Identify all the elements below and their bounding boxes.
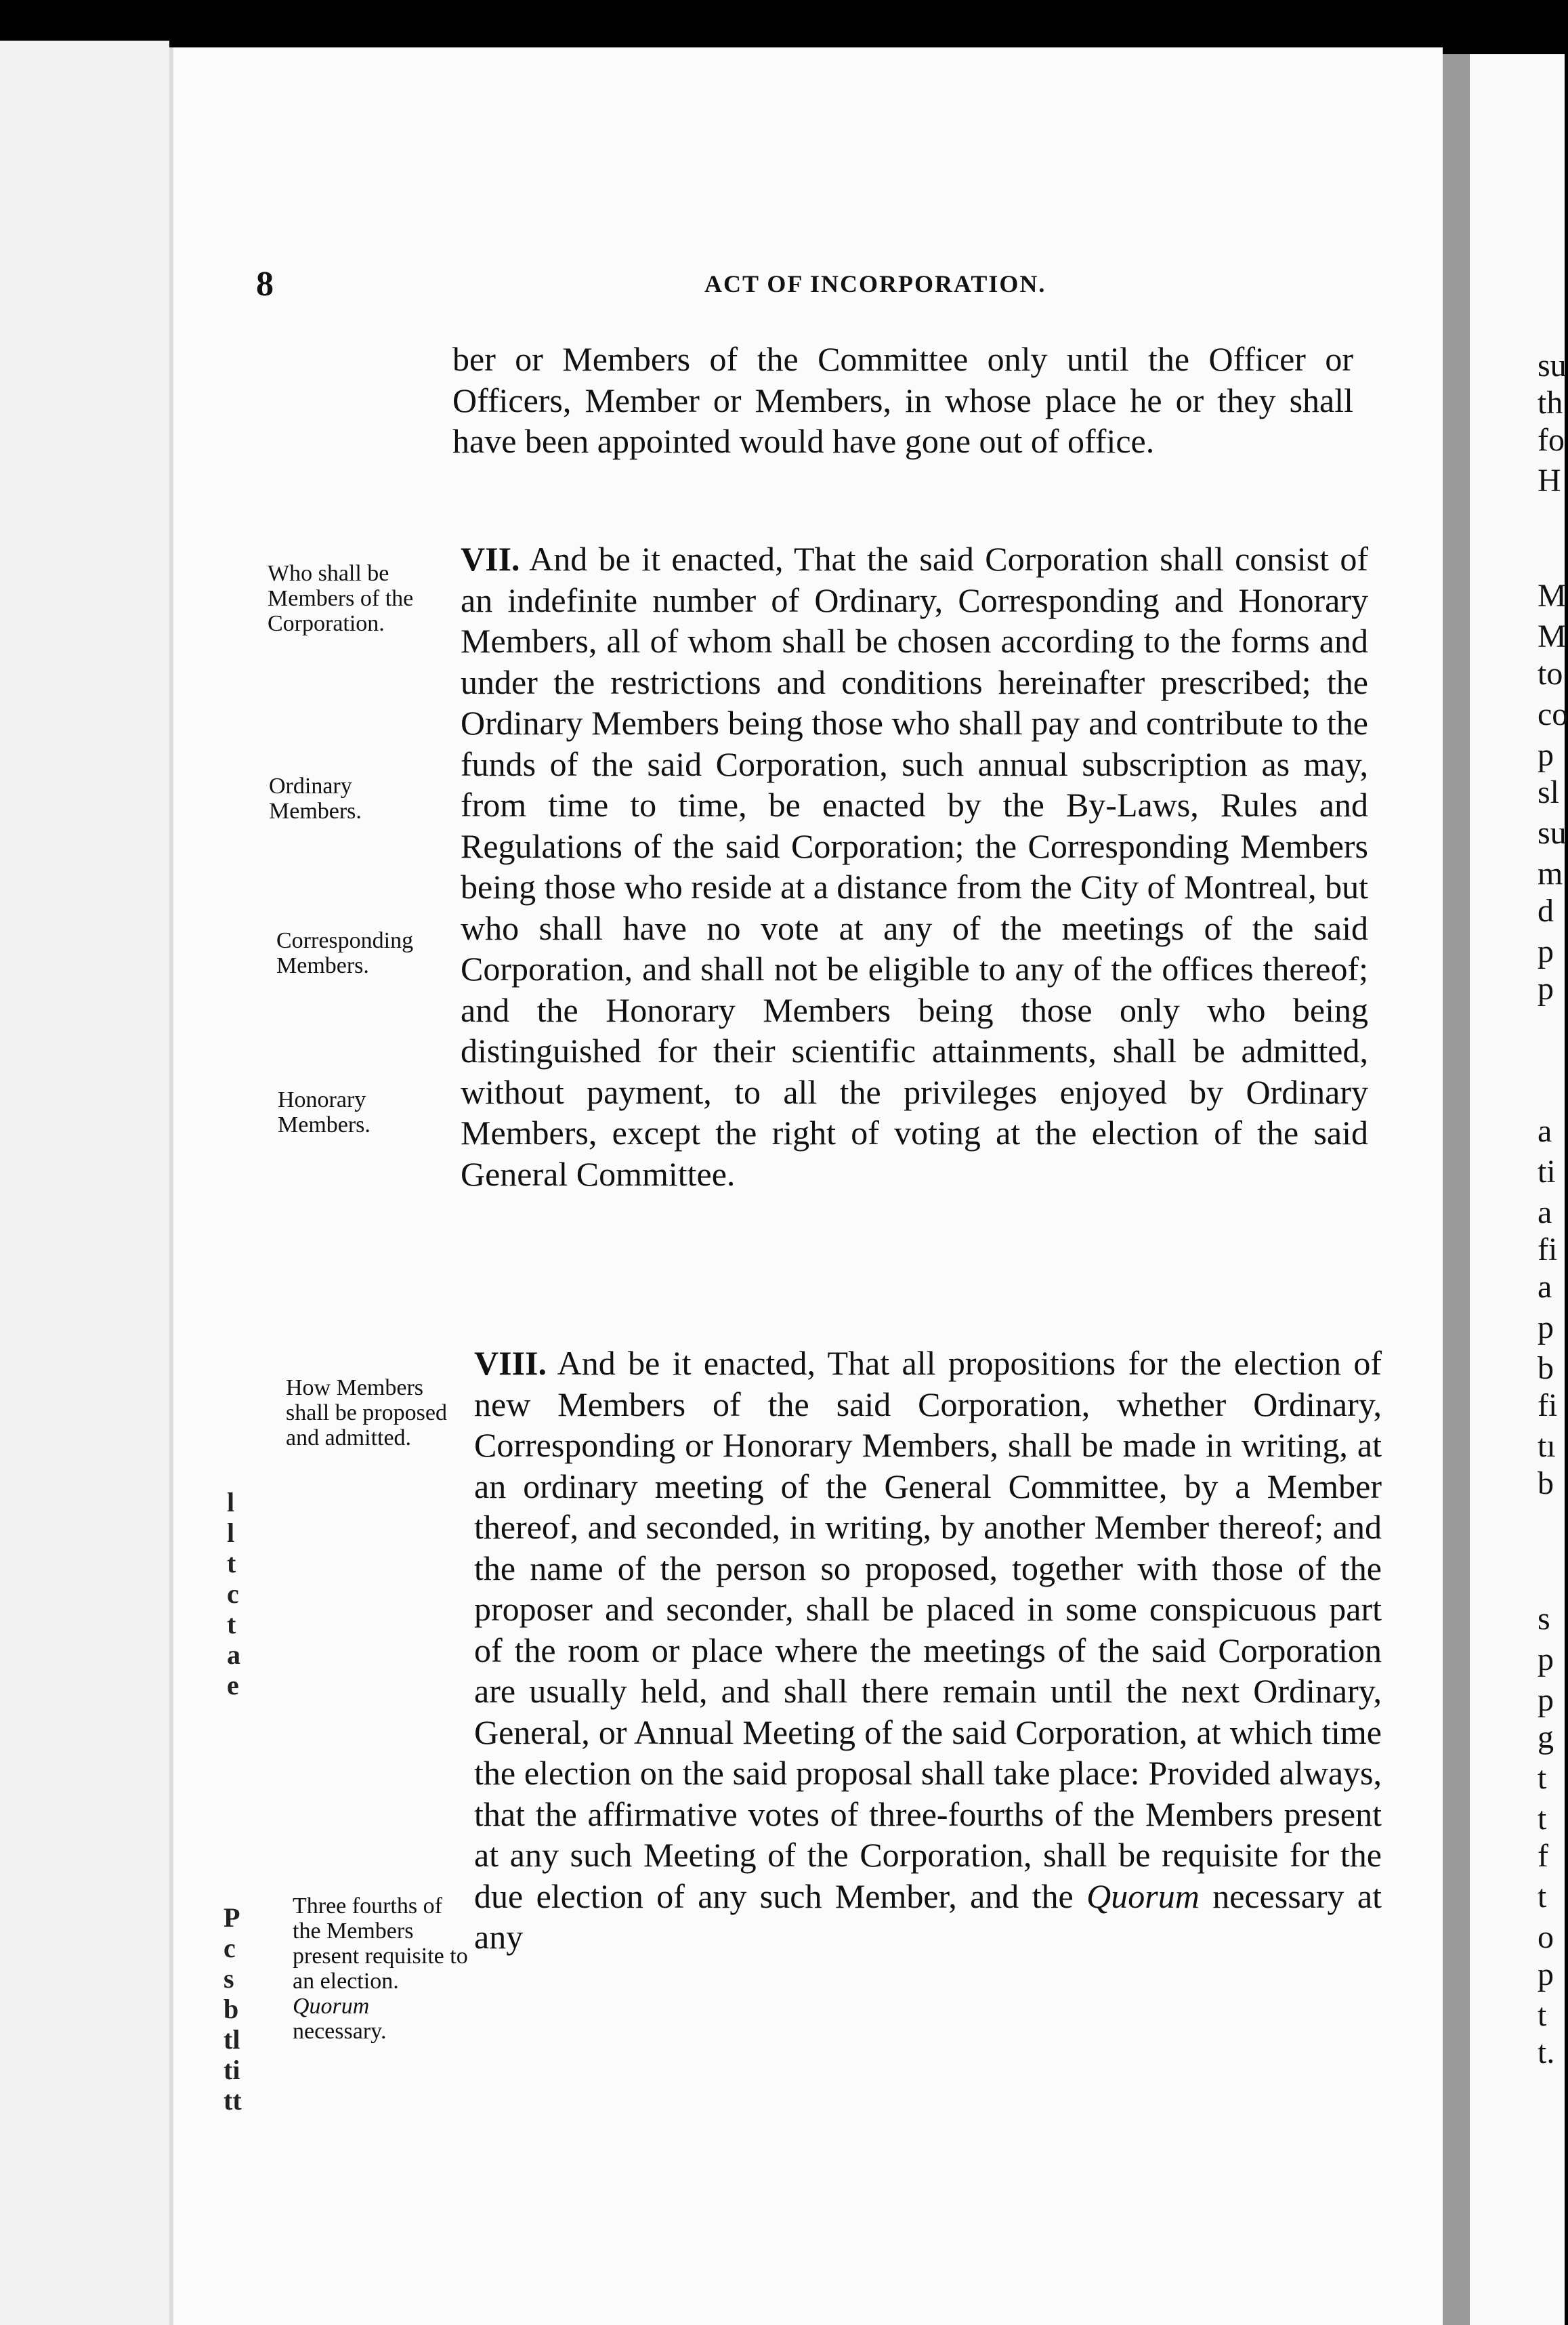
fragment: s bbox=[224, 1963, 234, 1994]
margin-note-who-members: Who shall be Members of the Corporation. bbox=[268, 561, 414, 636]
right-page-fragment: M bbox=[1538, 578, 1567, 614]
section-numeral: VII. bbox=[461, 540, 520, 578]
section-viii bbox=[474, 1343, 1382, 1958]
right-page-fragment: b bbox=[1538, 1350, 1554, 1386]
right-page-fragment: m bbox=[1538, 856, 1563, 892]
right-page-fragment: fo bbox=[1538, 422, 1565, 458]
left-page-fragments-1 bbox=[227, 1487, 254, 1700]
right-page-fragment: p bbox=[1538, 971, 1554, 1007]
margin-note-text: necessary. bbox=[293, 2019, 387, 2044]
right-page-fragment: g bbox=[1538, 1719, 1554, 1755]
left-page-fragments-2 bbox=[224, 1902, 251, 2116]
fragment: P bbox=[224, 1902, 240, 1933]
right-page-fragment: p bbox=[1538, 1956, 1554, 1992]
right-page-fragment: f bbox=[1538, 1838, 1548, 1874]
right-page-fragment: t. bbox=[1538, 2034, 1555, 2070]
fragment: b bbox=[224, 1994, 239, 2024]
fragment: ti bbox=[224, 2055, 240, 2085]
margin-note-text: Three fourths of the Members present requisite to an election. bbox=[293, 1893, 468, 1994]
fragment: t bbox=[227, 1609, 236, 1639]
fragment: l bbox=[227, 1487, 235, 1517]
section-numeral: VIII. bbox=[474, 1344, 547, 1382]
right-page-fragment: th bbox=[1538, 385, 1563, 421]
fragment: tl bbox=[224, 2024, 240, 2055]
right-page-fragment: p bbox=[1538, 934, 1554, 969]
section-text: And be it enacted, That the said Corporation shall consist of an indefinite number of Ordinary, Corresponding and Honorary Members, all of whom shall be chosen according to the forms and under the restrictions and conditions hereinafter prescribed; the Ordinary Members being those who shall pay and contribute to the funds of the said Corporation, such annual subscription as may, from time to time, be enacted by the By-Laws, Rules and Regulations of the said Corporation; the Corresponding Members being those who reside at a distance from the City of Montreal, but who shall have no vote at any of the meetings of the said Corporation, and shall not be eligible to any of the offices thereof; and the Honorary Members being those only who being distinguished for their scientific attainments, shall be admitted, without payment, to all the privileges enjoyed by Ordinary Members, except the right of voting at the election of the said General Committee. bbox=[461, 540, 1368, 1193]
right-page-fragment: su bbox=[1538, 815, 1567, 851]
right-page-fragment: t bbox=[1538, 1879, 1547, 1914]
fragment: c bbox=[224, 1933, 236, 1963]
right-page-fragment: to bbox=[1538, 656, 1563, 692]
right-page-fragment: s bbox=[1538, 1601, 1550, 1637]
right-page-fragment: fi bbox=[1538, 1232, 1558, 1268]
right-page-fragment: d bbox=[1538, 893, 1554, 929]
right-page-fragment: a bbox=[1538, 1113, 1552, 1149]
right-page-fragment: b bbox=[1538, 1465, 1554, 1501]
margin-note-how-members: How Members shall be proposed and admitted. bbox=[286, 1375, 447, 1450]
right-page-fragment: p bbox=[1538, 737, 1554, 773]
fragment: a bbox=[227, 1639, 240, 1670]
paragraph-text: ber or Members of the Committee only until the Officer or Officers, Member or Members, in whose place he or they shall have been appointed would have gone out of office. bbox=[452, 340, 1353, 460]
right-page-fragment: ti bbox=[1538, 1154, 1556, 1190]
margin-note-quorum: Quorum bbox=[293, 1994, 370, 2019]
right-page-fragment: p bbox=[1538, 1310, 1554, 1345]
fragment: t bbox=[227, 1548, 236, 1578]
right-page-fragment: sl bbox=[1538, 774, 1560, 810]
margin-note-three-fourths bbox=[293, 1893, 469, 2044]
section-vii bbox=[461, 539, 1368, 1194]
paragraph-continuation bbox=[452, 339, 1353, 462]
right-page-fragment: tı bbox=[1538, 1428, 1556, 1464]
section-text: And be it enacted, That all propositions for the election of new Members of the said Corporation, whether Ordinary, Corresponding or Honorary Members, shall be made in writing, at an ordinary meeting of the General Committee, by a Member thereof, and seconded, in writing, by another Member thereof; and the name of the person so proposed, together with those of the proposer and seconder, shall be placed in some conspicuous part of the room or place where the meetings of the said Corporation are usually held, and shall there remain until the next Ordinary, General, or Annual Meeting of the said Corporation, at which time the election on the said proposal shall take place: Provided always, that the affirmative votes of three-fourths of the Members present at any such Meeting of the Corporation, shall be requisite for the due election of any such Member, and the bbox=[474, 1344, 1382, 1915]
previous-page-edge bbox=[0, 41, 169, 2325]
fragment: e bbox=[227, 1670, 239, 1700]
fragment: c bbox=[227, 1578, 239, 1609]
right-page-fragment: a bbox=[1538, 1269, 1552, 1305]
right-page-fragment: su bbox=[1538, 348, 1567, 383]
right-page-fragment: p bbox=[1538, 1682, 1554, 1718]
right-page-fragment: co bbox=[1538, 696, 1568, 732]
margin-note-corresponding: Corresponding Members. bbox=[276, 928, 414, 978]
margin-note-ordinary: Ordinary Members. bbox=[269, 774, 362, 824]
fragment: l bbox=[227, 1517, 235, 1548]
right-page-fragment: p bbox=[1538, 1641, 1554, 1677]
right-page-fragment: a bbox=[1538, 1194, 1552, 1230]
right-page-fragment: o bbox=[1538, 1919, 1554, 1955]
right-page-fragment: t bbox=[1538, 1801, 1547, 1837]
running-head: ACT OF INCORPORATION. bbox=[704, 270, 1046, 297]
quorum-term: Quorum bbox=[1086, 1877, 1200, 1915]
right-page-fragment: t bbox=[1538, 1760, 1547, 1796]
fragment: tt bbox=[224, 2085, 242, 2116]
page-number: 8 bbox=[256, 265, 274, 303]
page-gutter bbox=[1443, 54, 1470, 2325]
right-page-fragment: t bbox=[1538, 1997, 1547, 2033]
margin-note-honorary: Honorary Members. bbox=[278, 1087, 370, 1137]
section-text-end: necessary at any bbox=[474, 1877, 1382, 1956]
right-page-fragment: fi bbox=[1538, 1387, 1558, 1423]
right-page-fragment: M bbox=[1538, 619, 1567, 654]
right-page-fragment: H bbox=[1538, 463, 1561, 499]
